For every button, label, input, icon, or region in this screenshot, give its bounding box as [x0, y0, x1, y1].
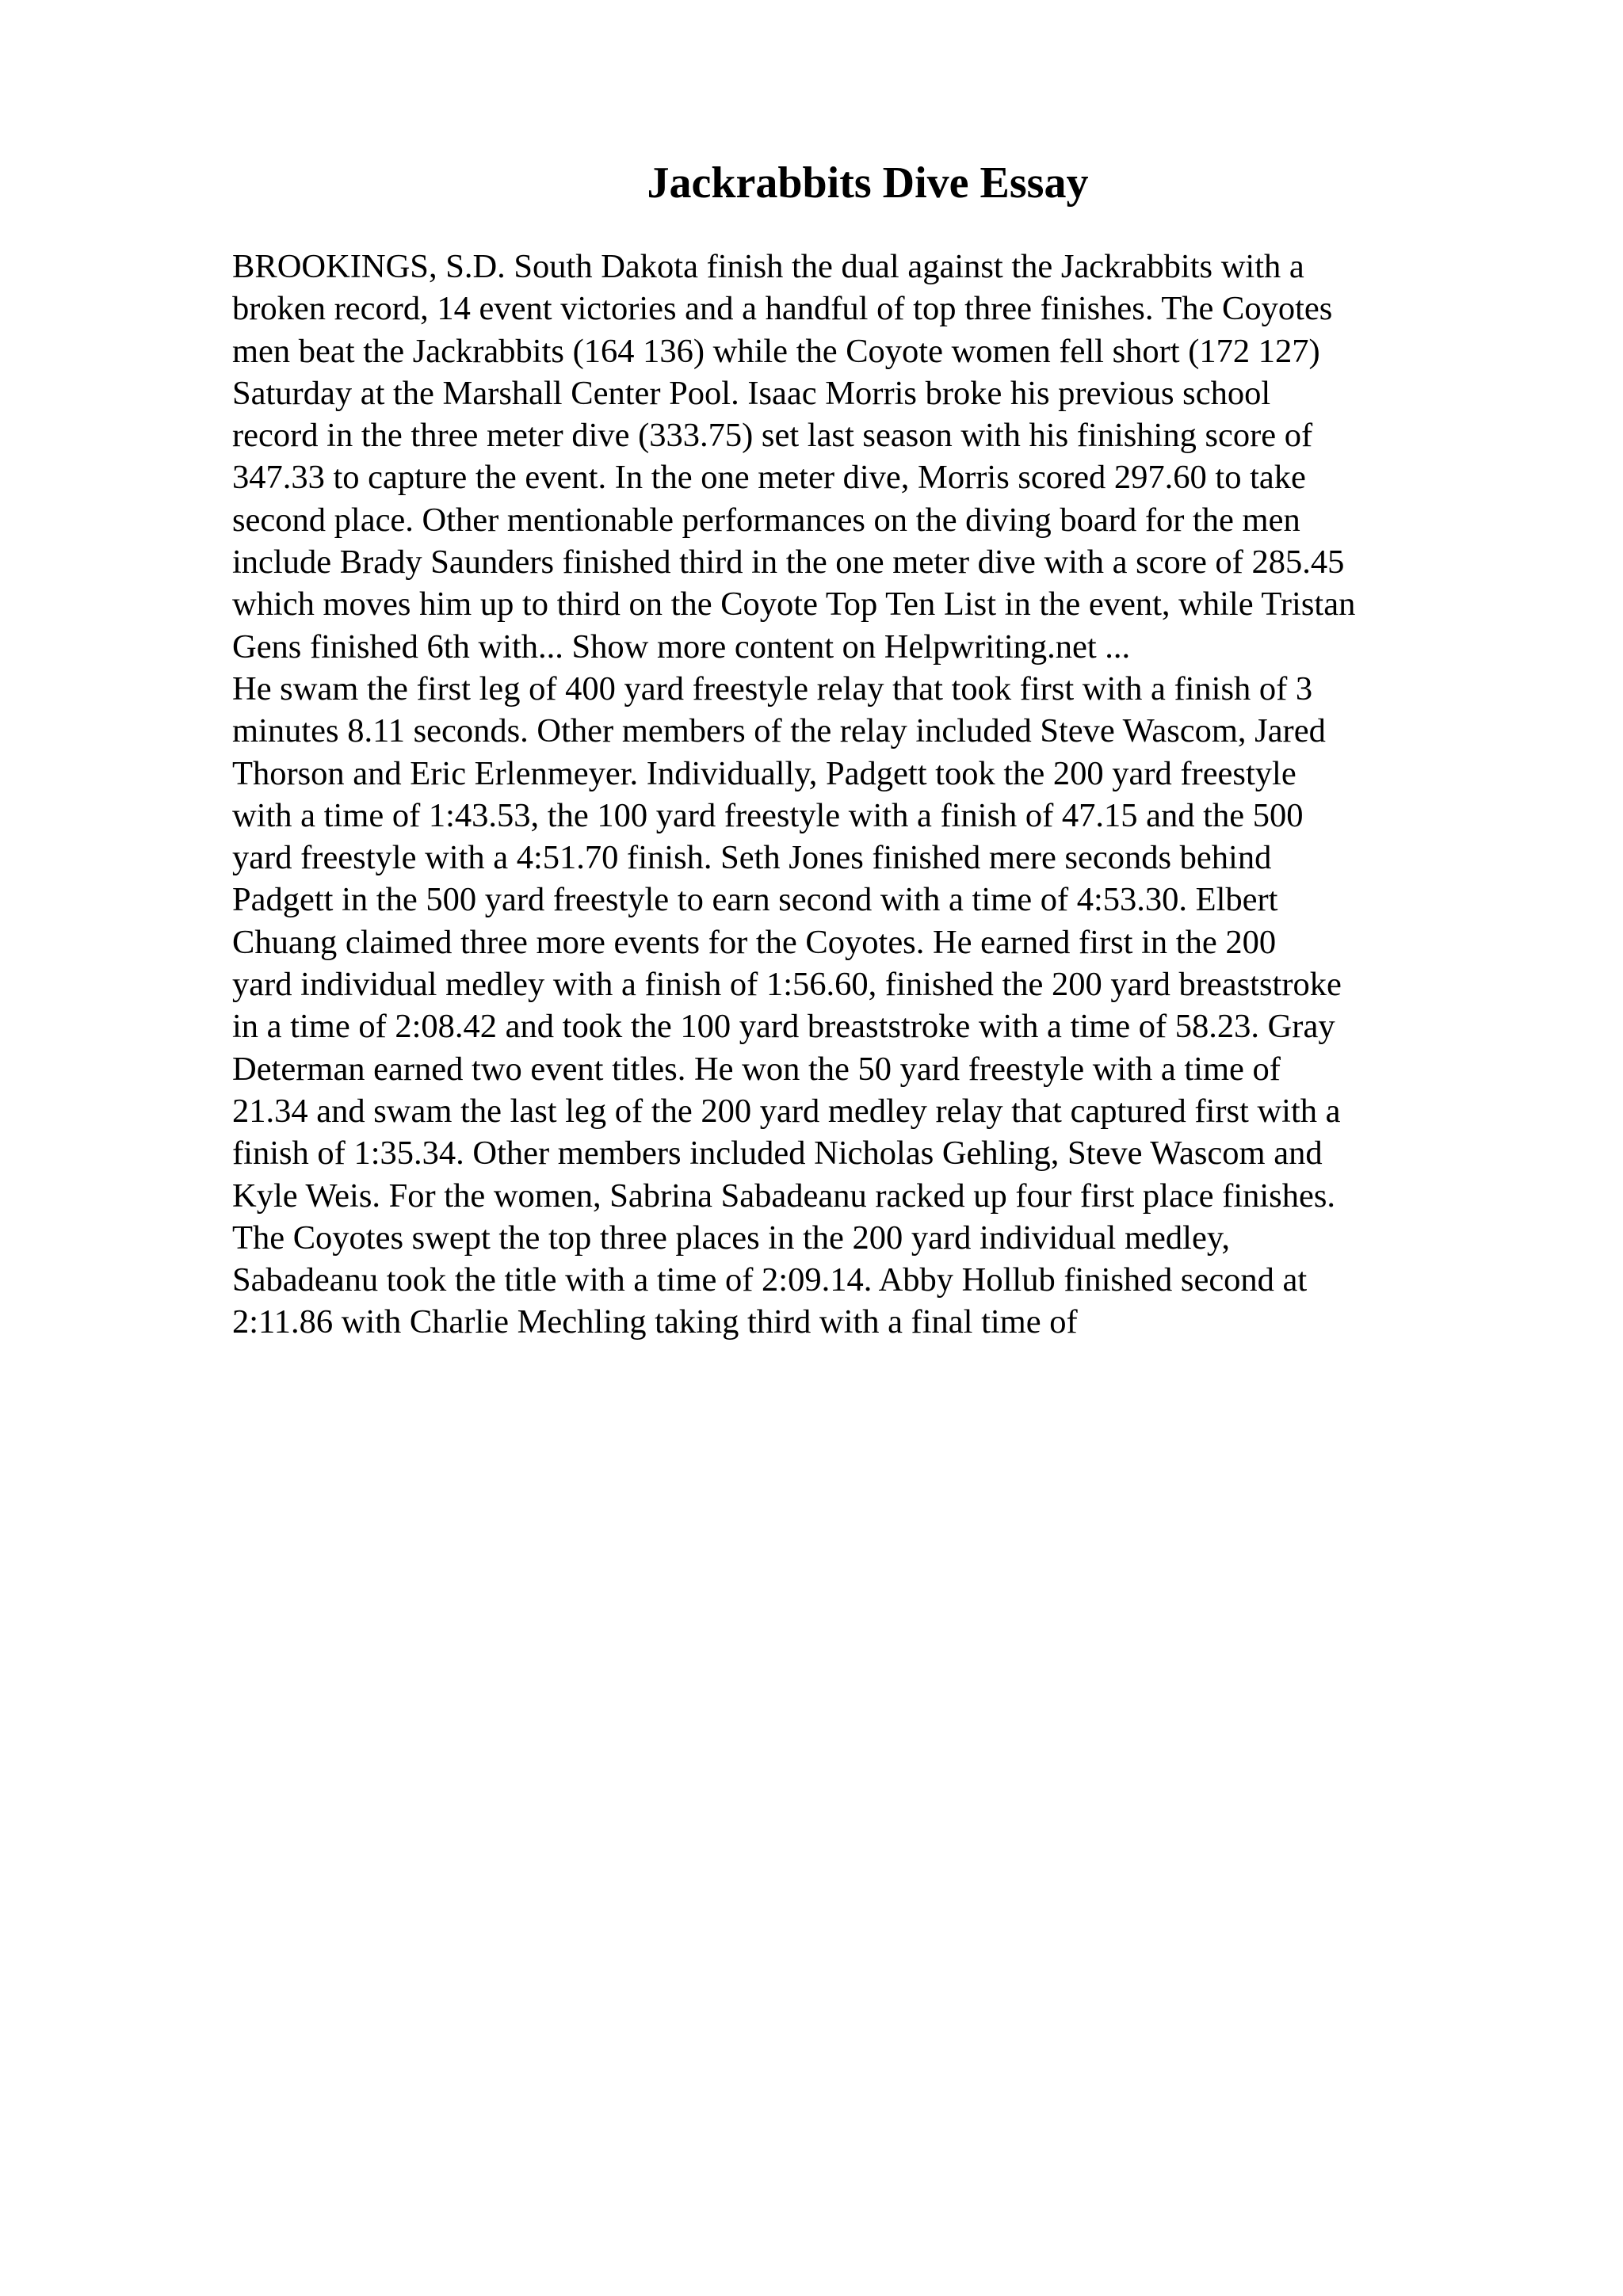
page-title: Jackrabbits Dive Essay [647, 158, 1089, 208]
text-line: finish of 1:35.34. Other members included Nicholas Gehling, Steve Wascom and [232, 1135, 1323, 1173]
text-line: record in the three meter dive (333.75) set last season with his finishing score of [232, 417, 1313, 455]
text-line: BROOKINGS, S.D. South Dakota finish the dual against the Jackrabbits with a [232, 248, 1304, 285]
paragraph-2 [232, 668, 1484, 1344]
text-line: broken record, 14 event victories and a handful of top three finishes. The Coyotes [232, 290, 1333, 328]
text-line: Thorson and Eric Erlenmeyer. Individually, Padgett took the 200 yard freestyle [232, 754, 1296, 792]
text-line: second place. Other mentionable performances on the diving board for the men [232, 501, 1300, 539]
text-line: with a time of 1:43.53, the 100 yard freestyle with a finish of 47.15 and the 500 [232, 796, 1304, 834]
text-line: 347.33 to capture the event. In the one meter dive, Morris scored 297.60 to take [232, 459, 1306, 497]
text-line: He swam the first leg of 400 yard freestyle relay that took first with a finish of 3 [232, 669, 1313, 707]
text-line: Padgett in the 500 yard freestyle to earn second with a time of 4:53.30. Elbert [232, 881, 1278, 919]
text-line: Chuang claimed three more events for the Coyotes. He earned first in the 200 [232, 923, 1277, 961]
text-line: include Brady Saunders finished third in the one meter dive with a score of 285.45 [232, 543, 1345, 582]
text-line: in a time of 2:08.42 and took the 100 yard breaststroke with a time of 58.23. Gray [232, 1008, 1335, 1046]
text-line: yard individual medley with a finish of 1:56.60, finished the 200 yard breaststroke [232, 966, 1342, 1004]
text-line: men beat the Jackrabbits (164 136) while the Coyote women fell short (172 127) [232, 332, 1320, 370]
text-line: minutes 8.11 seconds. Other members of the relay included Steve Wascom, Jared [232, 712, 1326, 750]
text-line: which moves him up to third on the Coyote Top Ten List in the event, while Tristan [232, 585, 1356, 624]
paragraph-1 [232, 246, 1484, 668]
text-line: The Coyotes swept the top three places in the 200 yard individual medley, [232, 1219, 1230, 1257]
text-line: Saturday at the Marshall Center Pool. Isaac Morris broke his previous school [232, 374, 1271, 412]
text-line: Gens finished 6th with... Show more content on Helpwriting.net ... [232, 627, 1131, 666]
text-line: Sabadeanu took the title with a time of 2:09.14. Abby Hollub finished second at [232, 1261, 1308, 1299]
text-line: yard freestyle with a 4:51.70 finish. Seth Jones finished mere seconds behind [232, 839, 1272, 877]
text-line: Determan earned two event titles. He won the 50 yard freestyle with a time of [232, 1050, 1281, 1088]
essay-body [232, 246, 1484, 1344]
text-line: Kyle Weis. For the women, Sabrina Sabadeanu racked up four first place finishes. [232, 1177, 1335, 1215]
text-line: 21.34 and swam the last leg of the 200 yard medley relay that captured first with a [232, 1092, 1341, 1130]
text-line: 2:11.86 with Charlie Mechling taking third with a final time of [232, 1303, 1078, 1341]
